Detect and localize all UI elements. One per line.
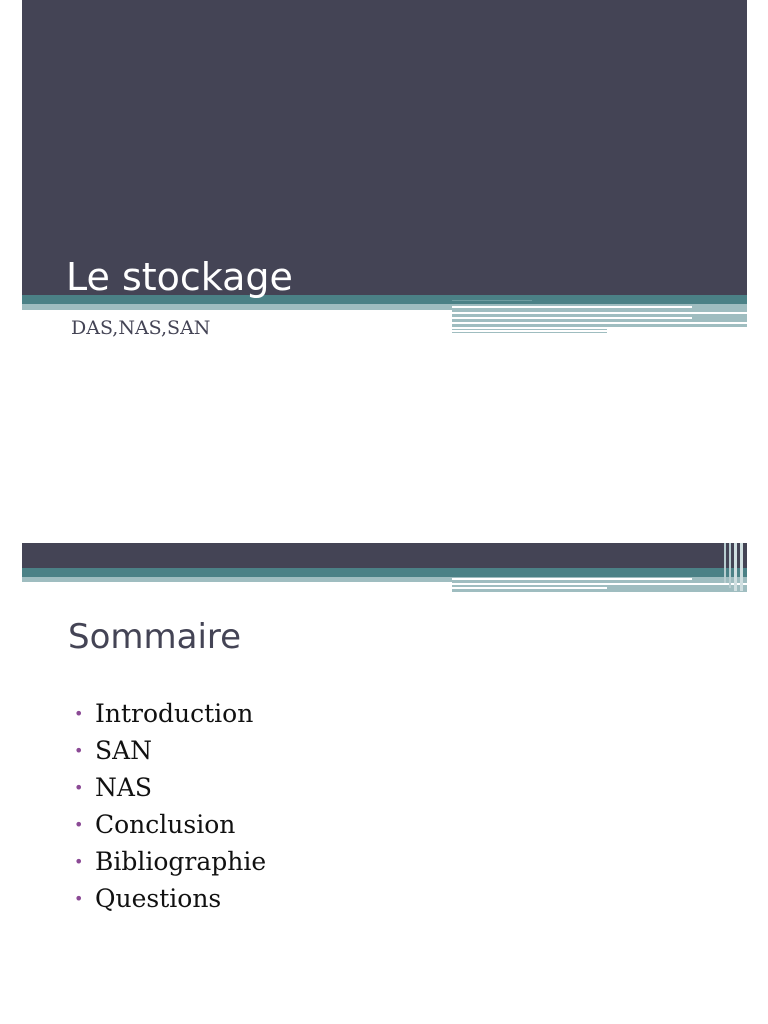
slide2-header-band <box>22 543 747 568</box>
bullet-icon: • <box>74 778 84 797</box>
slide2-title: Sommaire <box>68 617 242 657</box>
list-item <box>74 732 266 769</box>
bullet-icon: • <box>74 741 84 760</box>
slide1-title: Le stockage <box>66 255 293 299</box>
bullet-icon: • <box>74 852 84 871</box>
bullet-icon: • <box>74 704 84 723</box>
list-item-label: NAS <box>95 773 153 802</box>
slide2-light-band <box>22 577 452 582</box>
list-item-label: Conclusion <box>95 810 236 839</box>
list-item <box>74 769 266 806</box>
slide1-header-band <box>22 0 747 295</box>
bullet-icon: • <box>74 889 84 908</box>
list-item <box>74 880 266 917</box>
list-item <box>74 843 266 880</box>
list-item <box>74 806 266 843</box>
list-item-label: Bibliographie <box>95 847 267 876</box>
slide1-subtitle: DAS,NAS,SAN <box>71 317 211 339</box>
list-item-label: Questions <box>95 884 222 913</box>
bullet-icon: • <box>74 815 84 834</box>
slide1-light-band <box>22 304 452 310</box>
slide2-accent-band <box>22 568 747 577</box>
summary-list <box>74 695 266 917</box>
list-item-label: Introduction <box>95 699 254 728</box>
list-item-label: SAN <box>95 736 153 765</box>
list-item <box>74 695 266 732</box>
